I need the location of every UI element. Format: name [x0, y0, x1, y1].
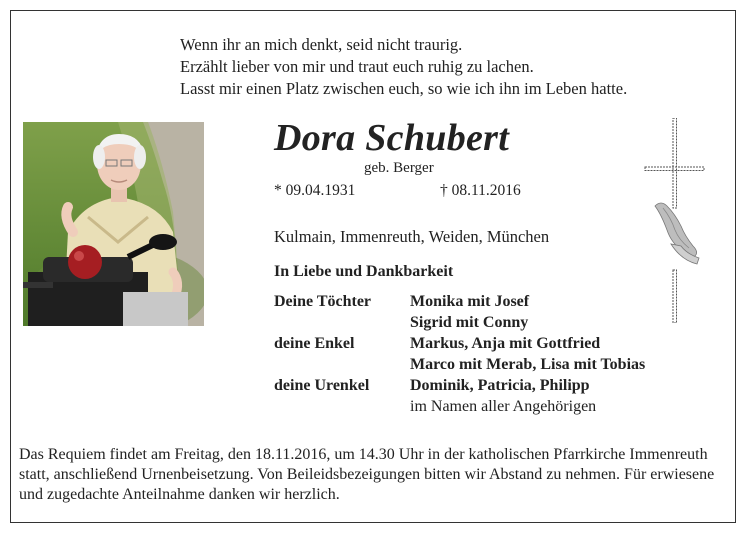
- requiem-notice: Das Requiem findet am Freitag, den 18.11.2016, um 14.30 Uhr in der katholischen Pfarrkirche Immenreuth statt, anschließend Urnenbeisetzung. Von Beileidsbezeigungen bitten wir Abstand zu nehmen. Für erwiesene und zugedachte Anteilnahme danken wir herzlich.: [19, 446, 715, 503]
- family-names: Sigrid mit Conny: [410, 314, 529, 331]
- family-names: Monika mit Josef: [410, 293, 530, 310]
- family-row: [274, 291, 645, 312]
- family-names: Marco mit Merab, Lisa mit Tobias: [410, 356, 646, 373]
- poem-line: Wenn ihr an mich denkt, seid nicht traurig.: [180, 35, 463, 54]
- poem-line: Lasst mir einen Platz zwischen euch, so wie ich ihn im Leben hatte.: [180, 79, 628, 98]
- memorial-poem: [180, 34, 627, 100]
- family-row: [274, 375, 645, 396]
- relation: [274, 312, 410, 333]
- family-row: [274, 312, 645, 333]
- death-date: † 08.11.2016: [440, 182, 521, 199]
- family-names: Dominik, Patricia, Philipp: [410, 377, 590, 394]
- family-names: im Namen aller Angehörigen: [410, 398, 597, 415]
- cross-praying-hands-icon: [641, 118, 711, 323]
- family-list: [274, 291, 645, 417]
- family-names: Markus, Anja mit Gottfried: [410, 335, 601, 352]
- birth-name: geb. Berger: [364, 160, 434, 176]
- deceased-name: Dora Schubert: [274, 117, 510, 159]
- relation: deine Enkel: [274, 335, 355, 352]
- places: Kulmain, Immenreuth, Weiden, München: [274, 227, 550, 246]
- relation: deine Urenkel: [274, 377, 370, 394]
- family-row: [274, 333, 645, 354]
- thanks-heading: In Liebe und Dankbarkeit: [274, 263, 454, 280]
- relation: [274, 396, 410, 417]
- family-row: [274, 354, 645, 375]
- birth-date: * 09.04.1931: [274, 182, 356, 199]
- portrait-photo: [23, 122, 204, 326]
- relation: Deine Töchter: [274, 293, 372, 310]
- poem-line: Erzählt lieber von mir und traut euch ruhig zu lachen.: [180, 57, 534, 76]
- family-row: [274, 396, 645, 417]
- relation: [274, 354, 410, 375]
